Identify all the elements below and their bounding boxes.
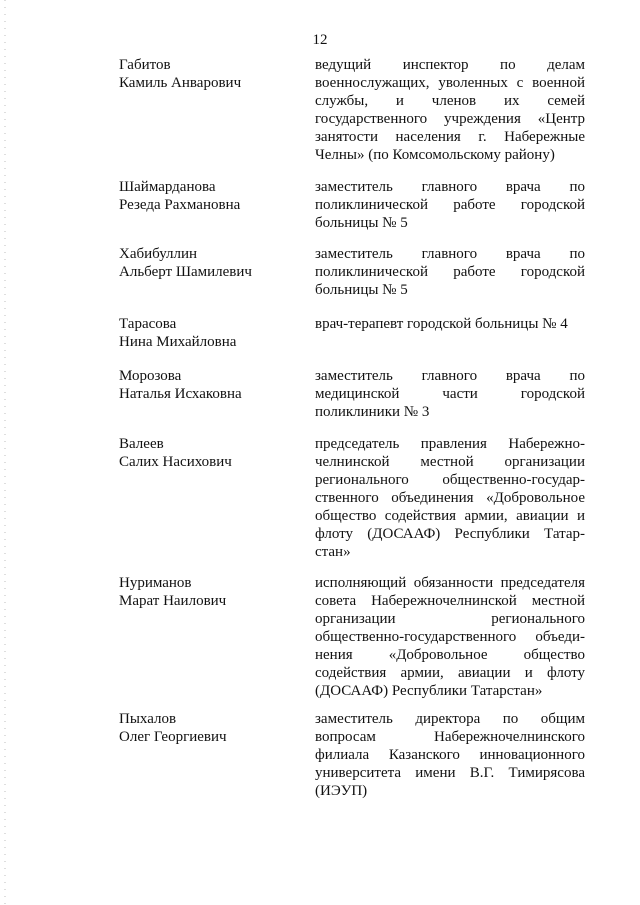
person-name — [119, 574, 299, 610]
person-given-names: Олег Георгиевич — [119, 729, 227, 745]
person-surname: Тарасова — [119, 316, 177, 332]
person-name — [119, 178, 299, 214]
person-given-names: Нина Михайловна — [119, 334, 237, 350]
person-name — [119, 435, 299, 471]
person-surname: Морозова — [119, 368, 182, 384]
person-given-names: Альберт Шамилевич — [119, 264, 252, 280]
person-given-names: Резеда Рахмановна — [119, 197, 241, 213]
person-given-names: Марат Наилович — [119, 593, 227, 609]
person-position: врач-терапевт городской больницы № 4 — [315, 316, 568, 332]
person-given-names: Наталья Исхаковна — [119, 386, 242, 402]
person-surname: Шаймарданова — [119, 179, 216, 195]
person-position: заместитель главного врача по медицинской части городской поликлиники № 3 — [315, 368, 585, 420]
person-surname: Габитов — [119, 57, 171, 73]
person-surname: Хабибуллин — [119, 246, 198, 262]
person-name — [119, 367, 299, 403]
person-name — [119, 710, 299, 746]
person-position: заместитель главного врача по поликлинической работе городской больницы № 5 — [315, 179, 585, 231]
person-surname: Нуриманов — [119, 575, 192, 591]
person-position: заместитель директора по общим вопросам Набережночелнинского филиала Казанского инновационного университета имени В.Г. Тимирясова (ИЭУП) — [315, 711, 585, 799]
person-name — [119, 56, 299, 92]
person-position: заместитель главного врача по поликлинической работе городской больницы № 5 — [315, 246, 585, 298]
person-position: ведущий инспектор по делам военнослужащих, уволенных с военной службы, и членов их семей государственного учреждения «Центр занятости населения г. Набережные Челны» (по Комсомольскому району) — [315, 57, 585, 163]
person-position: председатель правления Набережно-челнинской местной организации регионального общественно-государ-ственного объединения «Добровольное общество содействия армии, авиации и флоту (ДОСААФ) Республики Татар-стан» — [315, 436, 585, 560]
page-number: 12 — [312, 32, 328, 48]
person-surname: Пыхалов — [119, 711, 177, 727]
person-position: исполняющий обязанности председателя совета Набережночелнинской местной организации регионального общественно-государственного объеди-нения «Добровольное общество содействия армии, авиации и флоту (ДОСААФ) Республики Татарстан» — [315, 575, 585, 699]
person-name — [119, 245, 299, 281]
person-name — [119, 315, 299, 351]
person-surname: Валеев — [119, 436, 164, 452]
person-given-names: Камиль Анварович — [119, 75, 242, 91]
scan-margin-artifact — [4, 0, 6, 905]
person-given-names: Салих Насихович — [119, 454, 232, 470]
